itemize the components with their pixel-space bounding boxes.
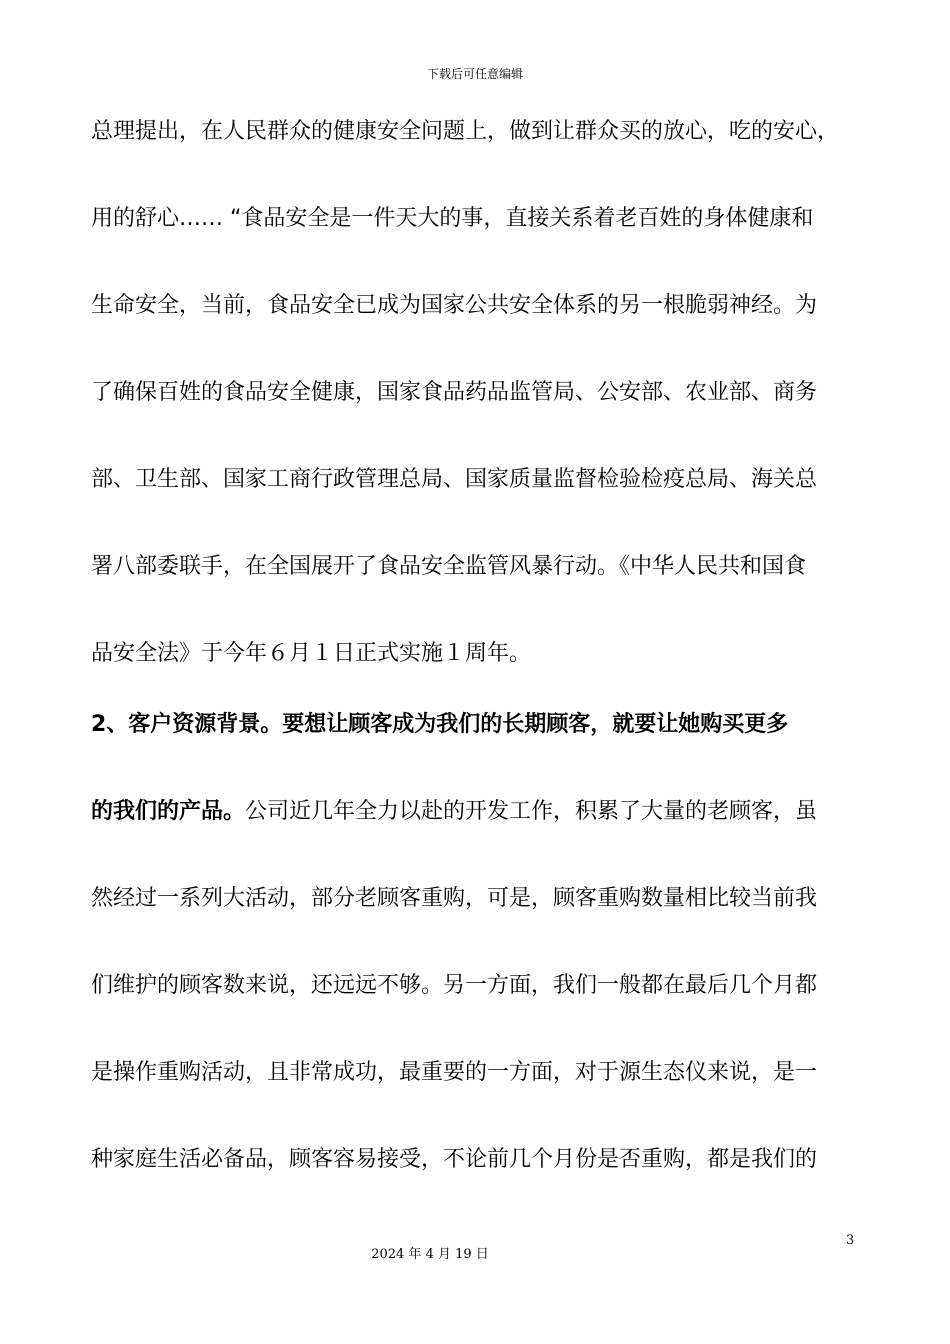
body-line: 然经过一系列大活动，部分老顾客重购，可是，顾客重购数量相比较当前我 xyxy=(91,886,818,911)
page-header: 下载后可任意编辑 xyxy=(426,67,523,81)
body-line: 生命安全，当前，食品安全已成为国家公共安全体系的另一根脆弱神经。为 xyxy=(91,293,818,318)
section-heading-continued: 的我们的产品。 xyxy=(91,799,246,824)
body-line: 种家庭生活必备品，顾客容易接受，不论前几个月份是否重购，都是我们的 xyxy=(91,1147,818,1172)
section-heading-line xyxy=(91,710,871,740)
body-line xyxy=(91,797,871,827)
body-line: 部、卫生部、国家工商行政管理总局、国家质量监督检验检疫总局、海关总 xyxy=(91,467,818,492)
body-text: 公司近几年全力以赴的开发工作，积累了大量的老顾客，虽 xyxy=(245,799,818,824)
section-heading: 2、客户资源背景。要想让顾客成为我们的长期顾客，就要让她购买更多 xyxy=(91,712,789,737)
body-line: 品安全法》于今年６月１日正式实施１周年。 xyxy=(91,641,532,666)
body-line: 们维护的顾客数来说，还远远不够。另一方面，我们一般都在最后几个月都 xyxy=(91,973,818,998)
body-line: 是操作重购活动，且非常成功，最重要的一方面，对于源生态仪来说，是一 xyxy=(91,1060,818,1085)
body-line: 署八部委联手，在全国展开了食品安全监管风暴行动。《中华人民共和国食 xyxy=(91,554,807,579)
footer-date: 2024 年 4 月 19 日 xyxy=(371,1247,489,1262)
body-line: 用的舒心…… “食品安全是一件天大的事，直接关系着老百姓的身体健康和 xyxy=(91,206,814,231)
body-line: 了确保百姓的食品安全健康，国家食品药品监管局、公安部、农业部、商务 xyxy=(91,380,818,405)
body-line: 总理提出，在人民群众的健康安全问题上，做到让群众买的放心，吃的安心， xyxy=(91,119,840,144)
page-number: 3 xyxy=(846,1233,855,1248)
